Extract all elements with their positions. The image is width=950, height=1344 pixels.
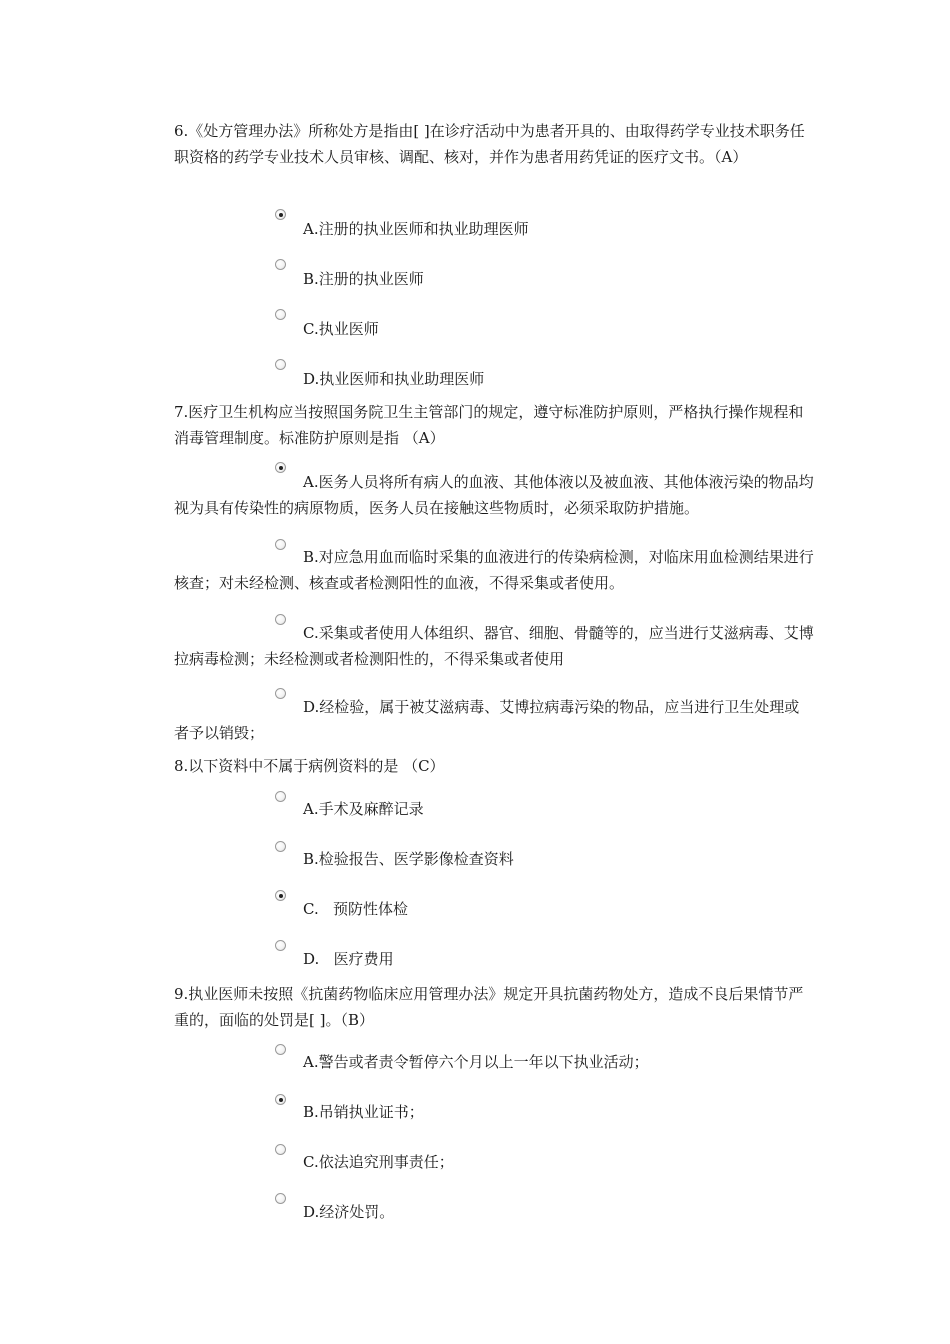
q9-option-b-radio[interactable] bbox=[275, 1094, 286, 1105]
question-6-stem: 6.《处方管理办法》所称处方是指由[ ]在诊疗活动中为患者开具的、由取得药学专业技术职务任职资格的药学专业技术人员审核、调配、核对，并作为患者用药凭证的医疗文书。（A） bbox=[174, 122, 805, 166]
q6-option-b-radio[interactable] bbox=[275, 259, 286, 270]
q9-option-b-label: B.吊销执业证书； bbox=[303, 1103, 424, 1121]
q8-option-b-radio[interactable] bbox=[275, 841, 286, 852]
q9-option-c-radio[interactable] bbox=[275, 1144, 286, 1155]
question-8-stem: 8.以下资料中不属于病例资料的是 （C） bbox=[174, 757, 445, 775]
q6-option-a-label: A.注册的执业医师和执业助理医师 bbox=[303, 220, 529, 238]
q8-option-d-radio[interactable] bbox=[275, 940, 286, 951]
q6-option-d-label: D.执业医师和执业助理医师 bbox=[303, 370, 485, 388]
q9-option-d-label: D.经济处罚。 bbox=[303, 1203, 395, 1221]
q6-option-b-label: B.注册的执业医师 bbox=[303, 270, 424, 288]
q9-option-a-label: A.警告或者责令暂停六个月以上一年以下执业活动； bbox=[303, 1053, 649, 1071]
question-9-stem: 9.执业医师未按照《抗菌药物临床应用管理办法》规定开具抗菌药物处方，造成不良后果情节严重的，面临的处罚是[ ]。（B） bbox=[174, 985, 804, 1029]
q6-option-c-radio[interactable] bbox=[275, 309, 286, 320]
q7-option-b-label: B.对应急用血而临时采集的血液进行的传染病检测，对临床用血检测结果进行核查；对未经检测、核查或者检测阳性的血液，不得采集或者使用。 bbox=[174, 548, 814, 592]
q7-option-d-label: D.经检验，属于被艾滋病毒、艾博拉病毒污染的物品，应当进行卫生处理或者予以销毁； bbox=[174, 698, 800, 742]
q8-option-b-label: B.检验报告、医学影像检查资料 bbox=[303, 850, 514, 868]
q9-option-a-radio[interactable] bbox=[275, 1044, 286, 1055]
question-7-stem: 7.医疗卫生机构应当按照国务院卫生主管部门的规定，遵守标准防护原则，严格执行操作规程和消毒管理制度。标准防护原则是指 （A） bbox=[174, 403, 804, 447]
q8-option-a-label: A.手术及麻醉记录 bbox=[303, 800, 424, 818]
q8-option-c-label: C. 预防性体检 bbox=[303, 900, 409, 918]
q6-option-a-radio[interactable] bbox=[275, 209, 286, 220]
q7-option-a-label: A.医务人员将所有病人的血液、其他体液以及被血液、其他体液污染的物品均视为具有传染性的病原物质，医务人员在接触这些物质时，必须采取防护措施。 bbox=[174, 473, 814, 517]
q7-option-c-label: C.采集或者使用人体组织、器官、细胞、骨髓等的，应当进行艾滋病毒、艾博拉病毒检测；未经检测或者检测阳性的，不得采集或者使用 bbox=[174, 624, 814, 668]
q8-option-c-radio[interactable] bbox=[275, 890, 286, 901]
q8-option-d-label: D. 医疗费用 bbox=[303, 950, 394, 968]
q9-option-c-label: C.依法追究刑事责任； bbox=[303, 1153, 454, 1171]
q9-option-d-radio[interactable] bbox=[275, 1193, 286, 1204]
q6-option-d-radio[interactable] bbox=[275, 359, 286, 370]
q6-option-c-label: C.执业医师 bbox=[303, 320, 379, 338]
q8-option-a-radio[interactable] bbox=[275, 791, 286, 802]
